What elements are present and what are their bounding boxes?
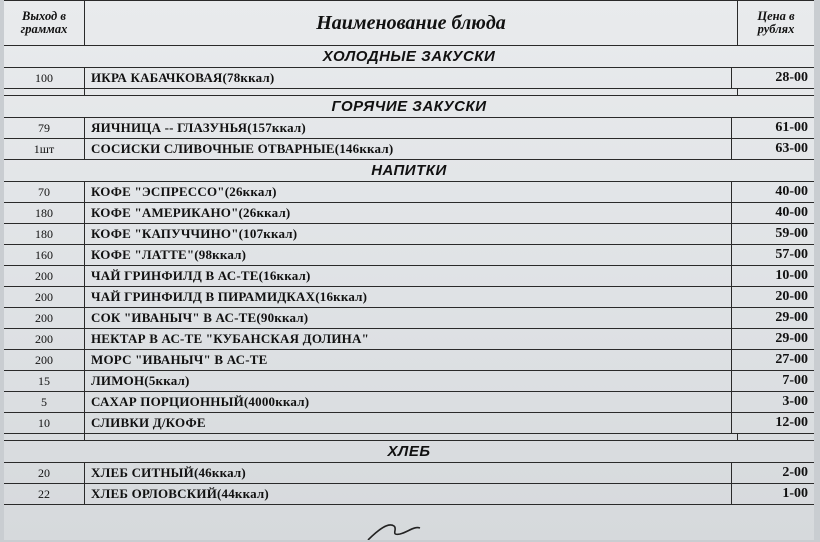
- item-weight: 20: [4, 463, 85, 483]
- row-spacer: [4, 89, 814, 96]
- item-weight: 70: [4, 182, 85, 202]
- item-name: ЯИЧНИЦА -- ГЛАЗУНЬЯ(157ккал): [85, 118, 732, 138]
- item-price: 10-00: [775, 268, 808, 283]
- item-weight: 180: [4, 224, 85, 244]
- item-weight: 200: [4, 329, 85, 349]
- menu-row: [4, 266, 814, 287]
- item-price: 28-00: [775, 70, 808, 85]
- menu-row: [4, 139, 814, 160]
- item-weight: 79: [4, 118, 85, 138]
- item-name: КОФЕ "КАПУЧЧИНО"(107ккал): [85, 224, 732, 244]
- name-column-header: Наименование блюда: [85, 1, 738, 45]
- section-title: НАПИТКИ: [4, 160, 814, 182]
- menu-row: [4, 308, 814, 329]
- section-title: ХЛЕБ: [4, 441, 814, 463]
- item-weight: 10: [4, 413, 85, 433]
- item-price: 29-00: [775, 310, 808, 325]
- item-name: КОФЕ "ЛАТТЕ"(98ккал): [85, 245, 732, 265]
- menu-row: [4, 287, 814, 308]
- section-title: ГОРЯЧИЕ ЗАКУСКИ: [4, 96, 814, 118]
- menu-row: [4, 245, 814, 266]
- weight-header-line2: граммах: [20, 22, 68, 36]
- table-header: [4, 0, 814, 46]
- signature-mark: [364, 518, 424, 540]
- item-name: ХЛЕБ СИТНЫЙ(46ккал): [85, 463, 732, 483]
- item-name: КОФЕ "ЭСПРЕССО"(26ккал): [85, 182, 732, 202]
- item-weight: 5: [4, 392, 85, 412]
- menu-row: [4, 392, 814, 413]
- item-price: 40-00: [775, 205, 808, 220]
- item-weight: 15: [4, 371, 85, 391]
- item-name: СОК "ИВАНЫЧ" В АС-ТЕ(90ккал): [85, 308, 732, 328]
- item-weight: 160: [4, 245, 85, 265]
- weight-column-header: [4, 1, 85, 45]
- item-price: 7-00: [782, 373, 808, 388]
- item-name: ХЛЕБ ОРЛОВСКИЙ(44ккал): [85, 484, 732, 504]
- item-name: НЕКТАР В АС-ТЕ "КУБАНСКАЯ ДОЛИНА": [85, 329, 732, 349]
- item-weight: 200: [4, 266, 85, 286]
- item-price: 61-00: [775, 120, 808, 135]
- price-header-line2: рублях: [757, 22, 795, 36]
- menu-row: [4, 371, 814, 392]
- item-price: 27-00: [775, 352, 808, 367]
- item-name: ЛИМОН(5ккал): [85, 371, 732, 391]
- section-title: ХОЛОДНЫЕ ЗАКУСКИ: [4, 46, 814, 68]
- menu-row: [4, 182, 814, 203]
- item-name: КОФЕ "АМЕРИКАНО"(26ккал): [85, 203, 732, 223]
- menu-sheet: [4, 0, 814, 540]
- price-column-header: [738, 1, 814, 45]
- item-price: 57-00: [775, 247, 808, 262]
- menu-row: [4, 484, 814, 505]
- item-name: ИКРА КАБАЧКОВАЯ(78ккал): [85, 68, 732, 88]
- item-price: 59-00: [775, 226, 808, 241]
- item-price: 63-00: [775, 141, 808, 156]
- price-header-line1: Цена в: [757, 9, 795, 23]
- item-weight: 100: [4, 68, 85, 88]
- item-price: 40-00: [775, 184, 808, 199]
- item-name: СЛИВКИ Д/КОФЕ: [85, 413, 732, 433]
- item-price: 1-00: [782, 486, 808, 501]
- item-price: 29-00: [775, 331, 808, 346]
- item-name: ЧАЙ ГРИНФИЛД В ПИРАМИДКАХ(16ккал): [85, 287, 732, 307]
- item-price: 3-00: [782, 394, 808, 409]
- item-weight: 1шт: [4, 139, 85, 159]
- item-weight: 200: [4, 308, 85, 328]
- menu-table: [4, 0, 814, 505]
- menu-row: [4, 118, 814, 139]
- item-weight: 200: [4, 287, 85, 307]
- menu-row: [4, 68, 814, 89]
- menu-row: [4, 203, 814, 224]
- item-name: САХАР ПОРЦИОННЫЙ(4000ккал): [85, 392, 732, 412]
- menu-row: [4, 463, 814, 484]
- item-weight: 22: [4, 484, 85, 504]
- menu-row: [4, 413, 814, 434]
- item-name: МОРС "ИВАНЫЧ" В АС-ТЕ: [85, 350, 732, 370]
- item-price: 12-00: [775, 415, 808, 430]
- item-price: 2-00: [782, 465, 808, 480]
- item-name: СОСИСКИ СЛИВОЧНЫЕ ОТВАРНЫЕ(146ккал): [85, 139, 732, 159]
- item-name: ЧАЙ ГРИНФИЛД В АС-ТЕ(16ккал): [85, 266, 732, 286]
- menu-row: [4, 224, 814, 245]
- item-weight: 180: [4, 203, 85, 223]
- row-spacer: [4, 434, 814, 441]
- weight-header-line1: Выход в: [22, 9, 66, 23]
- menu-row: [4, 350, 814, 371]
- menu-row: [4, 329, 814, 350]
- item-price: 20-00: [775, 289, 808, 304]
- item-weight: 200: [4, 350, 85, 370]
